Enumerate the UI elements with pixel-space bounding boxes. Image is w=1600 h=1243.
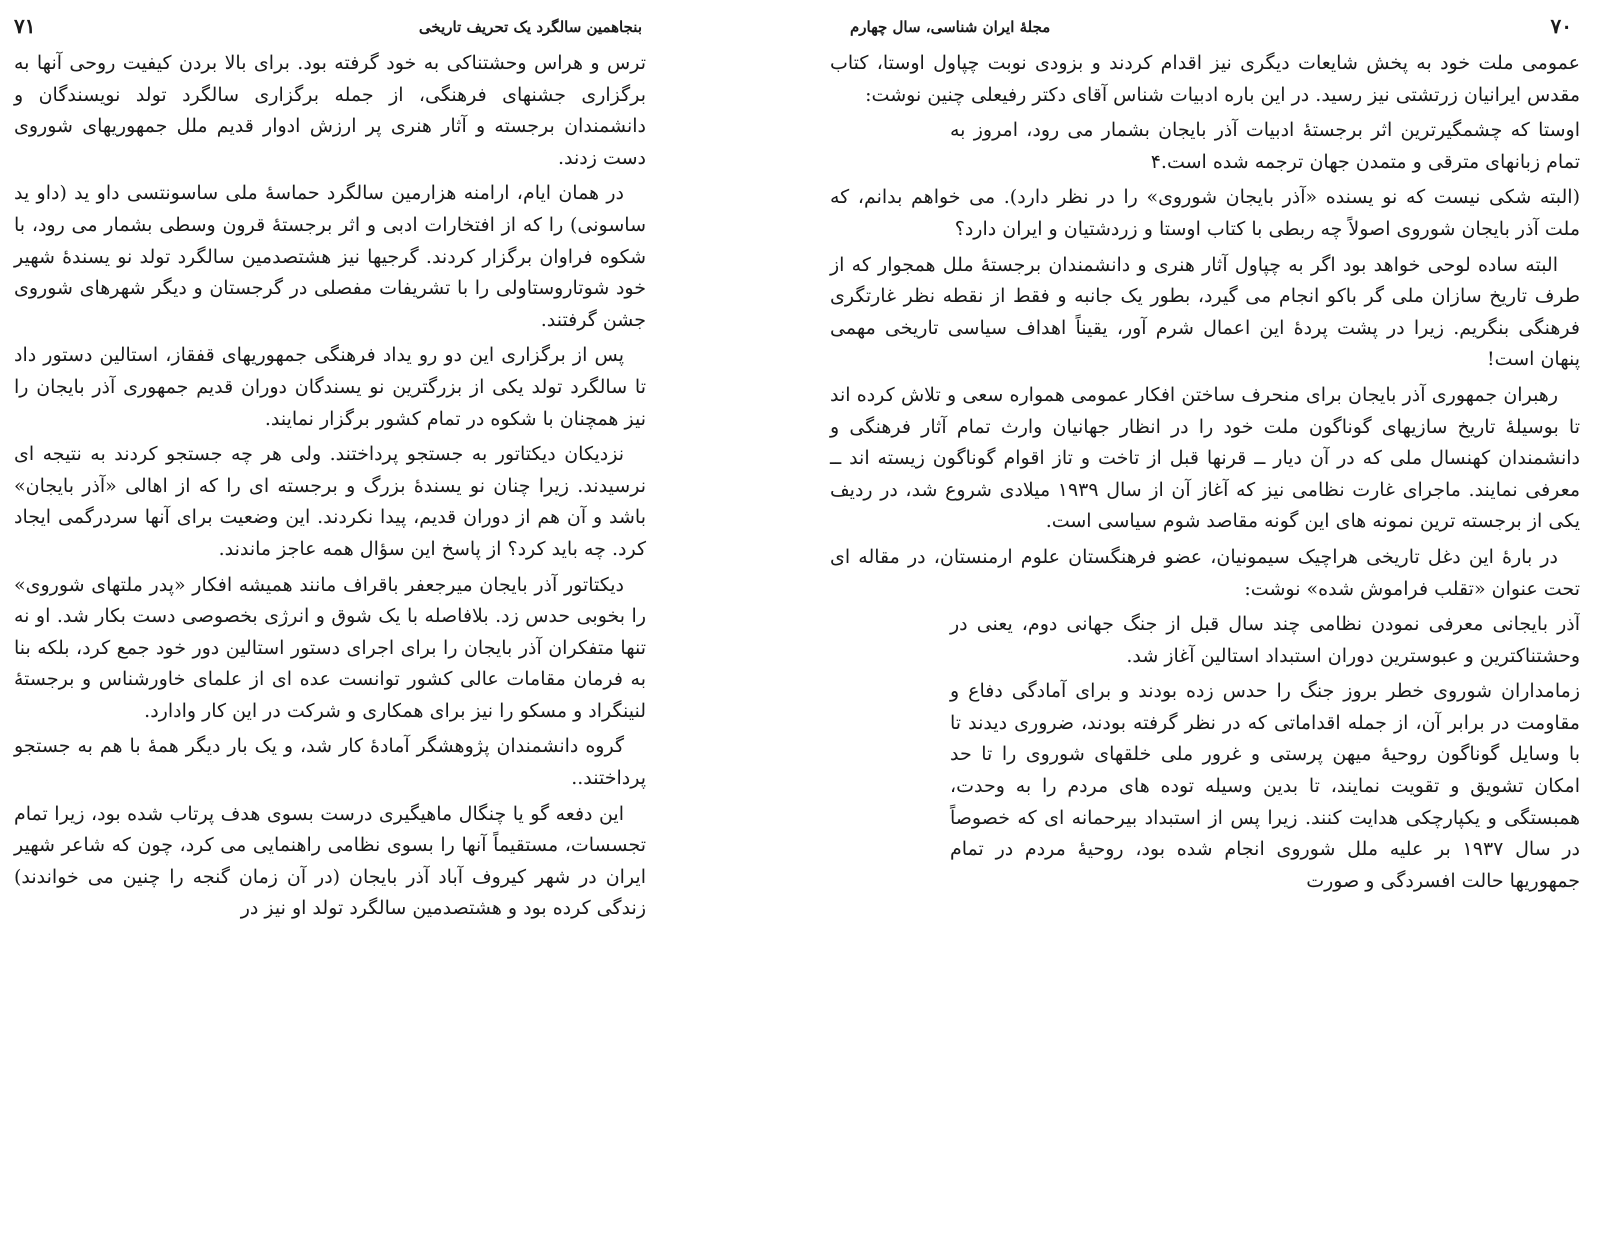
- left-page: [0, 0, 660, 1243]
- paragraph: پس از برگزاری این دو رو یداد فرهنگی جمهوریهای قفقاز، استالین دستور داد تا سالگرد تولد یکی از بزرگترین نو یسندگان دوران قدیم جمهوری آذر بایجان را نیز همچنان با شکوه در تمام کشور برگزار نمایند.: [14, 344, 646, 430]
- paragraph: گروه دانشمندان پژوهشگر آمادهٔ کار شد، و یک بار دیگر همهٔ با هم به جستجو پرداختند..: [14, 735, 646, 790]
- paragraph: عمومی ملت خود به پخش شایعات دیگری نیز اقدام کردند و بزودی نوبت چپاول اوستا، کتاب مقدس ایرانیان زرتشتی نیز رسید. در این باره ادبیات شناس آقای دکتر رفیعلی چنین نوشت:: [830, 52, 1580, 106]
- block-quote: زمامداران شوروی خطر بروز جنگ را حدس زده بودند و برای آمادگی دفاع و مقاومت در برابر آن، از جمله اقداماتی که در نظر گرفته بودند، ضروری دیدند تا با وسایل گوناگون روحیهٔ میهن پرستی و غرور ملی خلقهای شوروی را تا حد امکان تشویق و تقویت نمایند، تا بدین وسیله توده های مردم را به وحدت، همبستگی و یکپارچکی هدایت کنند. زیرا پس از استبداد بیرحمانه ای که خصوصاً در سال ۱۹۳۷ بر علیه ملل شوروی انجام شده بود، روحیهٔ مردم در تمام جمهوریها حالت افسردگی و صورت: [950, 680, 1580, 892]
- right-page-body: [830, 48, 1580, 1203]
- left-page-body: [14, 48, 646, 1203]
- paragraph: نزدیکان دیکتاتور به جستجو پرداختند. ولی هر چه جستجو کردند به نتیجه ای نرسیدند. زیرا چنان نو یسندهٔ بزرگ و برجسته ای را که از اهالی «آذر بایجان» باشد و آن هم از دوران قدیم، پیدا نکردند. این وضعیت برای آنها سردرگمی ایجاد کرد. چه باید کرد؟ از پاسخ این سؤال همه عاجز ماندند.: [14, 443, 646, 560]
- paragraph: دیکتاتور آذر بایجان میرجعفر باقراف مانند همیشه افکار «پدر ملتهای شوروی» را بخوبی حدس زد. بلافاصله با یک شوق و انرژی بخصوصی دست بکار شد. او نه تنها متفکران آذر بایجان را برای اجرای دستور استالین دور خود جمع کرد، بلکه بنا به فرمان مقامات عالی کشور توانست عده ای از علمای خاورشناس و برجستهٔ لنینگراد و مسکو را نیز برای همکاری و شرکت در این کار وادارد.: [14, 573, 646, 722]
- paragraph: ترس و هراس وحشتناکی به خود گرفته بود. برای بالا بردن کیفیت روحی آنها به برگزاری جشنهای فرهنگی، از جمله برگزاری سالگرد تولد نویسندگان و دانشمندان برجسته و آثار هنری پر ارزش ادوار قدیم ملل جمهوریهای شوروی دست زدند.: [14, 52, 646, 169]
- paragraph: (البته شکی نیست که نو یسنده «آذر بایجان شوروی» را در نظر دارد). می خواهم بدانم، که ملت آذر بایجان شوروی اصولاً چه ربطی با کتاب اوستا و زردشتیان و ایران دارد؟: [830, 186, 1580, 240]
- paragraph: در همان ایام، ارامنه هزارمین سالگرد حماسهٔ ملی ساسونتسی داو ید (داو ید ساسونی) را که از افتخارات ادبی و اثر برجستهٔ قرون وسطی بشمار می رود، با شکوه فراوان برگزار کردند. گرجیها نیز هشتصدمین سالگرد تولد نو یسندهٔ شهیر خود شوتاروستاولی را با تشریفات مفصلی در گرجستان و دیگر شهرهای شوروی جشن گرفتند.: [14, 182, 646, 331]
- page-number: ۷۰: [1550, 14, 1572, 38]
- block-quote: آذر بایجانی معرفی نمودن نظامی چند سال قبل از جنگ جهانی دوم، یعنی در وحشتناکترین و عبوسترین دوران استبداد استالین آغاز شد.: [950, 613, 1580, 667]
- right-page: [820, 0, 1580, 1243]
- paragraph: این دفعه گو یا چنگال ماهیگیری درست بسوی هدف پرتاب شده بود، زیرا تمام تجسسات، مستقیماً آنها را بسوی نظامی راهنمایی می کرد، چون که شاعر شهیر ایران در شهر کیروف آباد آذر بایجان (در آن زمان گنجه را چنین می خواندند) زندگی کرده بود و هشتصدمین سالگرد تولد او نیز در: [14, 802, 646, 920]
- paragraph: رهبران جمهوری آذر بایجان برای منحرف ساختن افکار عمومی همواره سعی و تلاش کرده اند تا بوسیلهٔ تاریخ سازیهای گوناگون ملت خود را در انظار جهانیان وارث تمام آثار فرهنگی و دانشمندان کهنسال ملی که در آن دیار ــ قرنها قبل از تاخت و تاز اقوام گوناگون زیسته اند ــ معرفی نمایند. ماجرای غارت نظامی نیز که آغاز آن از سال ۱۹۳۹ میلادی شروع شد، در ردیف یکی از برجسته ترین نمونه های این گونه مقاصد شوم سیاسی است.: [830, 383, 1580, 533]
- running-head: بنجاهمین سالگرد یک تحریف تاریخی: [418, 18, 642, 36]
- gutter: [700, 0, 780, 1243]
- paragraph: البته ساده لوحی خواهد بود اگر به چپاول آثار هنری و دانشمندان برجستهٔ ملل همجوار که از طرف تاریخ سازان ملی گر باکو انجام می گیرد، بطور یک جانبه و فقط از نقطه نظر غارتگری فرهنگی بنگریم. زیرا در پشت پردهٔ این اعمال شرم آور، یقیناً اهداف سیاسی تاریخی مهمی پنهان است!: [830, 253, 1580, 371]
- page-number: ۷۱: [14, 14, 36, 38]
- left-page-header: [0, 14, 660, 44]
- block-quote: اوستا که چشمگیرترین اثر برجستهٔ ادبیات آذر بایجان بشمار می رود، امروز به تمام زبانهای مترقی و متمدن جهان ترجمه شده است.۴: [950, 119, 1580, 173]
- right-page-header: [820, 14, 1580, 44]
- paragraph: در بارهٔ این دغل تاریخی هراچیک سیمونیان، عضو فرهنگستان علوم ارمنستان، در مقاله ای تحت عنوان «تقلب فراموش شده» نوشت:: [830, 545, 1580, 600]
- running-head: مجلهٔ ایران شناسی، سال چهارم: [850, 18, 1051, 36]
